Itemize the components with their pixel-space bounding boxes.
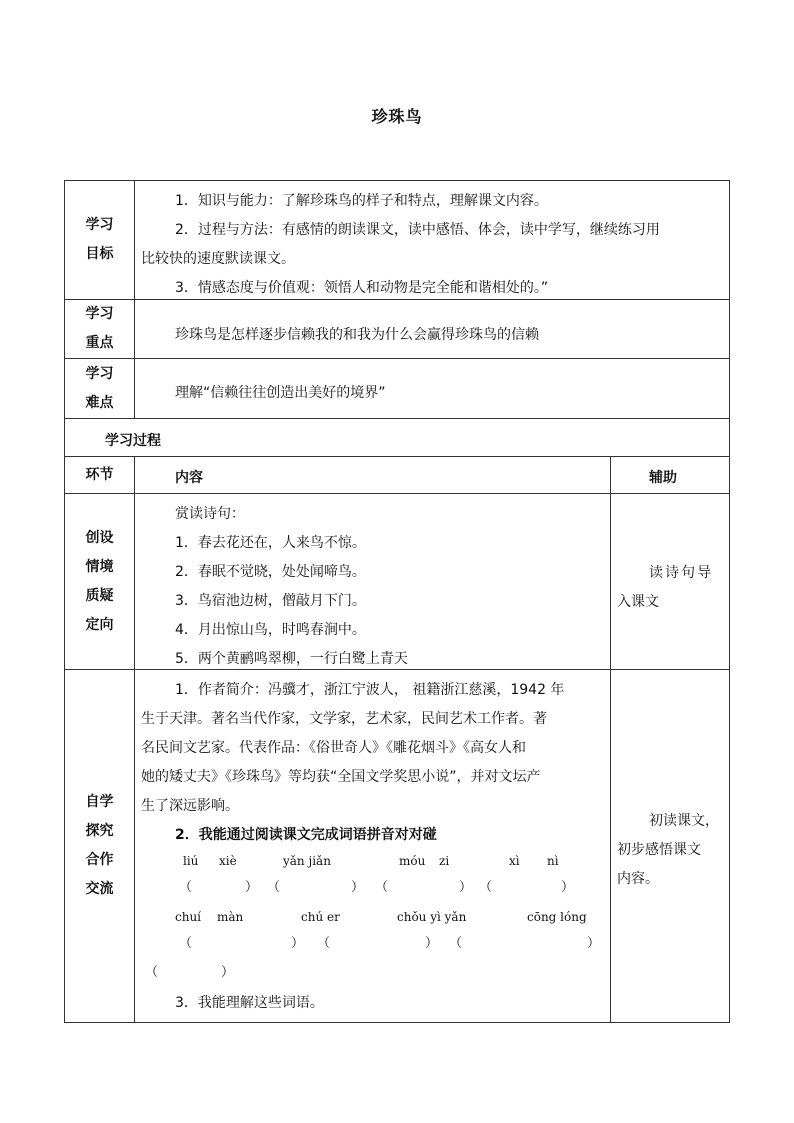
objective-line: 1．知识与能力：了解珍珠鸟的样子和特点，理解课文内容。 <box>175 193 548 209</box>
objectives-label-line: 目标 <box>85 246 114 262</box>
key-points-content <box>135 300 729 358</box>
pinyin-label: màn <box>217 910 244 924</box>
pinyin-label: xì <box>509 854 520 868</box>
section1-row <box>65 494 729 670</box>
answer-blank-close: ） <box>459 880 473 895</box>
pinyin-label: yǎn jiǎn <box>283 854 331 868</box>
pinyin-label: chǒu yì yǎn <box>397 910 467 924</box>
process-header-row <box>65 419 729 457</box>
item2-line <box>175 824 437 844</box>
objectives-content <box>135 181 729 299</box>
answer-blank-close: ） <box>291 936 305 951</box>
objective-line: 比较快的速度默读课文。 <box>141 251 295 267</box>
section2-label-line: 交流 <box>85 881 114 897</box>
poem-line: 5．两个黄鹂鸣翠柳，一行白鹭上青天 <box>175 651 408 667</box>
difficulties-row <box>65 359 729 419</box>
col-stage-header <box>65 457 135 493</box>
column-header-row <box>65 457 729 494</box>
answer-blank-open[interactable]: （ <box>179 880 193 895</box>
answer-blank-open[interactable]: （ <box>267 880 281 895</box>
answer-blank-close: ） <box>561 880 575 895</box>
poem-line: 2．春眠不觉晓，处处闻啼鸟。 <box>175 564 366 580</box>
section1-aid-line: 读诗句导 <box>649 565 713 581</box>
pinyin-label: chú er <box>301 910 340 924</box>
answer-blank-open[interactable]: （ <box>317 936 331 951</box>
answer-blank-close: ） <box>425 936 439 951</box>
author-intro-line: 生了深远影响。 <box>141 798 239 814</box>
key-points-label <box>65 300 135 358</box>
pinyin-label: zi <box>439 854 450 868</box>
section2-aid-line: 初步感悟课文 <box>617 842 701 858</box>
section1-label-line: 情境 <box>85 558 114 575</box>
author-intro-line: 生于天津。著名当代作家，文学家，艺术家，民间艺术工作者。著 <box>141 711 547 727</box>
section1-label-line: 创设 <box>85 529 114 546</box>
author-intro-line: 1．作者简介：冯骥才，浙江宁波人， 祖籍浙江慈溪，1942 年 <box>175 682 565 698</box>
pinyin-label: cōng lóng <box>527 910 587 924</box>
answer-blank-close: ） <box>245 880 259 895</box>
section2-aid <box>611 670 729 1022</box>
section2-content <box>135 670 611 1022</box>
pinyin-label: móu <box>399 854 426 868</box>
answer-blank-open[interactable]: （ <box>479 880 493 895</box>
item3-text: 3．我能理解这些词语。 <box>175 995 324 1011</box>
answer-blank-close: ） <box>587 936 601 951</box>
col-stage-text: 环节 <box>85 466 114 483</box>
section1-aid <box>611 494 729 669</box>
col-aid-header <box>611 457 729 493</box>
poem-line: 3．鸟宿池边树，僧敲月下门。 <box>175 593 366 609</box>
key-points-label-line: 重点 <box>85 335 114 351</box>
difficulties-text: 理解“信赖往往创造出美好的境界” <box>175 385 386 401</box>
section1-aid-line: 入课文 <box>617 594 659 610</box>
objectives-label <box>65 181 135 299</box>
key-points-label-line: 学习 <box>85 306 114 322</box>
section2-aid-line: 内容。 <box>617 871 659 887</box>
section2-label-line: 探究 <box>85 823 114 839</box>
section2-row <box>65 670 729 1022</box>
answer-blank-close: ） <box>351 880 365 895</box>
difficulties-label-line: 难点 <box>85 394 114 411</box>
section1-label-line: 质疑 <box>85 587 114 604</box>
pinyin-label: chuí <box>175 910 202 924</box>
objective-line: 3．情感态度与价值观：领悟人和动物是完全能和谐相处的。” <box>175 280 549 296</box>
author-intro-line: 名民间文艺家。代表作品：《俗世奇人》《雕花烟斗》《高女人和 <box>141 740 526 756</box>
col-content-text: 内容 <box>175 470 203 486</box>
objectives-row <box>65 181 729 300</box>
page-title: 珍珠鸟 <box>371 107 423 126</box>
process-header: 学习过程 <box>105 433 161 449</box>
difficulties-label-line: 学习 <box>85 365 114 382</box>
poem-intro: 赏读诗句： <box>175 506 245 522</box>
answer-blank-close: ） <box>221 965 235 980</box>
col-aid-text: 辅助 <box>649 470 677 486</box>
answer-blank-open[interactable]: （ <box>145 965 159 980</box>
poem-line: 1．春去花还在，人来鸟不惊。 <box>175 535 366 551</box>
objective-line: 2．过程与方法：有感情的朗读课文，读中感悟、体会，读中学写，继续练习用 <box>175 222 660 238</box>
poem-line: 4．月出惊山鸟，时鸣春涧中。 <box>175 622 366 638</box>
col-content-header <box>135 457 611 493</box>
answer-blank-open[interactable]: （ <box>179 936 193 951</box>
pinyin-label: nì <box>547 854 559 868</box>
key-points-text: 珍珠鸟是怎样逐步信赖我的和我为什么会赢得珍珠鸟的信赖 <box>175 327 539 343</box>
difficulties-label <box>65 359 135 418</box>
section1-label <box>65 494 135 669</box>
section2-aid-line: 初读课文， <box>649 813 719 829</box>
difficulties-content <box>135 359 729 418</box>
section2-label-line: 合作 <box>85 852 114 868</box>
section1-label-line: 定向 <box>85 616 114 633</box>
key-points-row <box>65 300 729 359</box>
item2-text: 2．我能通过阅读课文完成词语拼音对对碰 <box>175 827 437 843</box>
pinyin-label: xiè <box>219 854 237 868</box>
section1-content <box>135 494 611 669</box>
objectives-label-line: 学习 <box>85 217 114 233</box>
pinyin-label: liú <box>183 854 199 868</box>
answer-blank-open[interactable]: （ <box>375 880 389 895</box>
author-intro-line: 她的矮丈夫》《珍珠鸟》等均获“全国文学奖思小说”，并对文坛产 <box>141 769 541 785</box>
section2-label-line: 自学 <box>85 794 114 810</box>
section2-label <box>65 670 135 1022</box>
answer-blank-open[interactable]: （ <box>449 936 463 951</box>
lesson-table <box>64 180 730 1023</box>
